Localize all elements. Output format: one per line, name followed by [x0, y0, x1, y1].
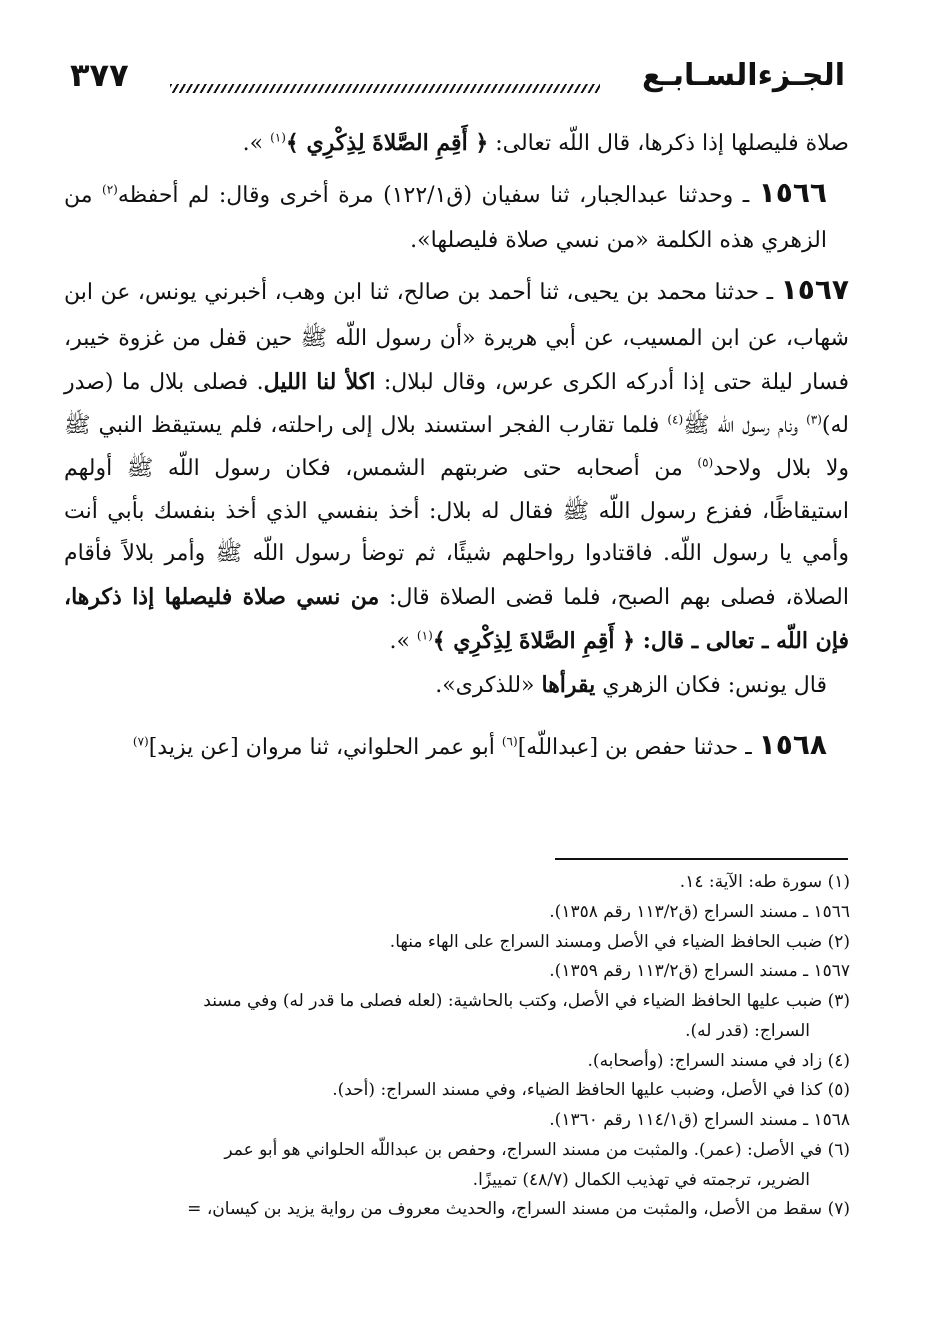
- text: فلما تقارب الفجر استسند بلال إلى راحلته، فلم يستيقظ النبي ﷺ ولا بلال ولاحد: [64, 412, 849, 481]
- footnote-ref: (٦): [501, 734, 518, 749]
- footnote-continuation: السراج: (قدر له).: [685, 1020, 810, 1041]
- footnote: ١٥٦٨ ـ مسند السراج (ق١١٤/١ رقم ١٣٦٠).: [549, 1110, 850, 1130]
- hadith-1568: [64, 718, 849, 773]
- text: ».: [389, 629, 417, 655]
- prophetic-saying: اكلأ لنا الليل: [263, 368, 376, 395]
- text: صلاة فليصلها إذا ذكرها، قال اللّه تعالى:: [488, 131, 849, 156]
- volume-title: الجـزءالسـابـع: [641, 58, 845, 93]
- text: ونام رسول اللّه ﷺ: [683, 412, 807, 438]
- footnote: (٦) في الأصل: (عمر). والمثبت من مسند السراج، وحفص بن عبداللّه الحلواني هو أبو عمر: [224, 1139, 850, 1160]
- text: ـ وحدثنا عبدالجبار، ثنا سفيان (ق١٢٢/١) مرة أخرى وقال: لم أحفظه: [117, 182, 759, 208]
- footnote: ١٥٦٧ ـ مسند السراج (ق١١٣/٢ رقم ١٣٥٩).: [549, 961, 850, 982]
- yunus-note: [64, 664, 849, 708]
- text: قال يونس: فكان الزهري: [595, 673, 827, 699]
- hadith-number: ١٥٦٨: [758, 727, 827, 761]
- footnote-ref: (٧): [132, 734, 149, 749]
- hadith-1567: [64, 263, 849, 664]
- text: . فصلى بلال ما (صدر له): [64, 369, 849, 438]
- hadith-number: ١٥٦٧: [780, 273, 849, 307]
- main-text: [64, 122, 849, 773]
- footnote: (٢) ضبب الحافظ الضياء في الأصل ومسند السراج على الهاء منها.: [389, 931, 850, 952]
- header-rule: [170, 84, 600, 93]
- page-header: [70, 50, 845, 110]
- footnote: (١) سورة طه: الآية: ١٤.: [679, 872, 850, 892]
- paragraph-continuation: [64, 122, 849, 166]
- bold-word: يقرأها: [541, 672, 596, 699]
- footnote-continuation: الضرير، ترجمته في تهذيب الكمال (٤٨/٧) تمييزًا.: [472, 1169, 810, 1190]
- text: أبو عمر الحلواني، ثنا مروان [عن يزيد]: [148, 734, 502, 760]
- footnote: (٤) زاد في مسند السراج: (وأصحابه).: [587, 1050, 850, 1071]
- text: من أصحابه حتى ضربتهم الشمس، فكان رسول اللّه ﷺ أولهم استيقاظًا، ففزع رسول اللّه ﷺ فقال له بلال: أخذ بنفسي الذي أخذ بنفسك بأبي أنت وأمي يا رسول اللّه. فاقتادوا رواحلهم شيئًا، ثم توضأ رسول اللّه ﷺ وأمر بلالاً فأقام الصلاة، فصلى بهم الصبح، فلما قضى الصلاة قال:: [64, 455, 849, 611]
- hadith-1566: [64, 166, 849, 263]
- footnote-ref: (٣): [806, 412, 822, 427]
- footnote-ref: (١): [270, 130, 286, 145]
- footnote-ref: (٤): [667, 412, 684, 427]
- footnote-ref: (١): [416, 628, 433, 643]
- hadith-number: ١٥٦٦: [758, 175, 827, 209]
- page-number: ٣٧٧: [70, 56, 129, 94]
- footnote: ١٥٦٦ ـ مسند السراج (ق١١٣/٢ رقم ١٣٥٨).: [549, 901, 850, 922]
- text: ـ حدثنا حفص بن [عبداللّه]: [517, 734, 759, 760]
- footnote: (٧) سقط من الأصل، والمثبت من مسند السراج، والحديث معروف من رواية يزيد بن كيسان، =: [187, 1199, 850, 1220]
- footnote: (٣) ضبب عليها الحافظ الضياء في الأصل، وكتب بالحاشية: (لعله فصلى ما قدر له) وفي مسند: [203, 991, 850, 1011]
- footnotes: [84, 868, 850, 1225]
- quran-verse: ﴿ أَقِمِ الصَّلاةَ لِذِكْرِي ﴾: [432, 628, 636, 655]
- text: من الزهري هذه الكلمة «من نسي صلاة فليصلها».: [64, 182, 827, 254]
- footnote-ref: (٢): [102, 182, 118, 197]
- footnote-ref: (٥): [697, 455, 714, 470]
- text: «للذكرى».: [435, 673, 542, 699]
- text: ».: [242, 131, 271, 156]
- text: ـ حدثنا محمد بن يحيى، ثنا أحمد بن صالح، ثنا ابن وهب، أخبرني يونس، عن ابن شهاب، عن ابن المسيب، عن أبي هريرة «أن رسول اللّه ﷺ حين قفل من غزوة خيبر، فسار ليلة حتى إذا أدركه الكرى عرس، وقال لبلال:: [64, 280, 849, 395]
- footnote: (٥) كذا في الأصل، وضبب عليها الحافظ الضياء، وفي مسند السراج: (أحد).: [332, 1080, 850, 1101]
- prophetic-saying: من نسي صلاة فليصلها إذا ذكرها، فإن اللّه ـ تعالى ـ قال:: [64, 584, 849, 655]
- footnote-separator: [555, 858, 848, 860]
- quran-verse: ﴿ أَقِمِ الصَّلاةَ لِذِكْرِي ﴾: [285, 130, 489, 156]
